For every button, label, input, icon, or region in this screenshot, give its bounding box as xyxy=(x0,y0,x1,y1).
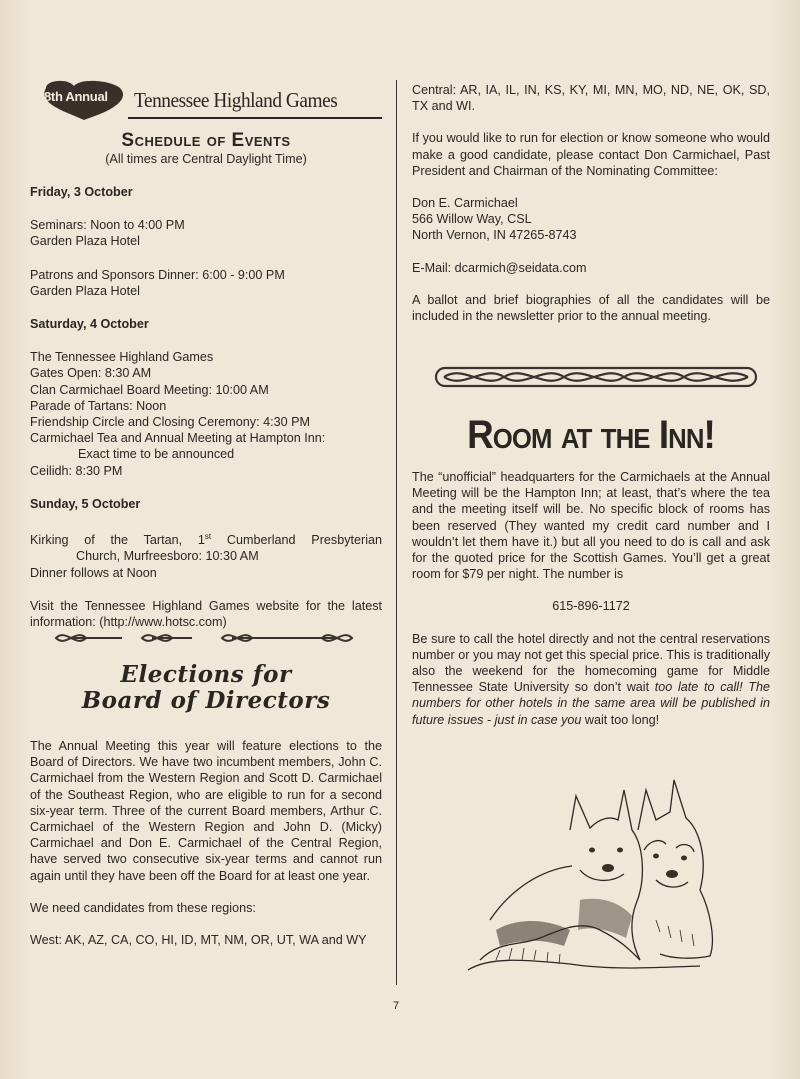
schedule-subtitle: (All times are Central Daylight Time) xyxy=(105,152,307,166)
friday-heading: Friday, 3 October xyxy=(30,185,133,199)
elections-para: The Annual Meeting this year will feature elections to the Board of Directors. We have two incumbent members, John C. Carmichael from the Western Region and Scott D. Carmichael of the Southeast Region, who are eligible to run for a second six-year term. Three of the current Board members, Arthur C. Carmichael of the Western Region and John D. (Micky) Carmichael and Don E. Carmichael of the Central Region, have served two consecutive six-year terms and cannot run again until they have been off the Board for at least one year. xyxy=(30,739,382,883)
column-divider xyxy=(396,80,397,985)
friday-dinner-venue: Garden Plaza Hotel xyxy=(30,283,140,298)
contact-para: If you would like to run for election or know someone who would make a good candidate, please contact Don Carmichael, Past President and Chairman of the Nominating Committee: xyxy=(412,131,770,178)
sunday-kirking-venue: Church, Murfreesboro: 10:30 AM xyxy=(76,549,259,564)
address-line: 566 Willow Way, CSL xyxy=(412,212,532,227)
region-west: West: AK, AZ, CA, CO, HI, ID, MT, NM, OR, UT, WA and WY xyxy=(30,933,367,948)
saturday-line: The Tennessee Highland Games xyxy=(30,350,214,365)
room-body xyxy=(412,469,770,728)
saturday-line: Exact time to be announced xyxy=(78,447,235,462)
scottish-terriers-illustration xyxy=(460,770,730,980)
banner-underline xyxy=(128,117,382,119)
elections-need-candidates: We need candidates from these regions: xyxy=(30,900,256,915)
elections-body xyxy=(30,738,382,948)
schedule-title xyxy=(30,130,382,152)
banner-annual-label: 8th Annual xyxy=(44,89,108,104)
celtic-knot-divider-icon xyxy=(52,626,364,650)
schedule-list xyxy=(30,184,382,630)
address-line: Don E. Carmichael xyxy=(412,196,518,211)
page-number: 7 xyxy=(392,1000,400,1012)
friday-dinner: Patrons and Sponsors Dinner: 6:00 - 9:00 PM xyxy=(30,267,285,282)
saturday-line: Carmichael Tea and Annual Meeting at Hampton Inn: xyxy=(30,431,326,446)
room-title: Room at the Inn! xyxy=(467,413,715,457)
saturday-heading: Saturday, 4 October xyxy=(30,317,149,332)
sunday-dinner: Dinner follows at Noon xyxy=(30,565,157,580)
elections-continued xyxy=(412,82,770,324)
region-central: Central: AR, IA, IL, IN, KS, KY, MI, MN, MO, ND, NE, OK, SD, TX and WI. xyxy=(412,83,770,114)
saturday-line: Gates Open: 8:30 AM xyxy=(30,366,152,381)
saturday-line: Friendship Circle and Closing Ceremony: 4:30 PM xyxy=(30,415,310,430)
room-para-2: Be sure to call the hotel directly and not the central reservations number or you may not get this special price. This is traditionally also the weekend for the homecoming game for Middle Tennessee State University so don’t wait too late to call! The numbers for other hotels in the same area will be published in future issues - just in case you wait too long! xyxy=(412,631,770,727)
chain-knot-divider-icon xyxy=(434,364,758,390)
visit-website: Visit the Tennessee Highland Games website for the latest information: (http://www.hotsc.com) xyxy=(30,598,382,630)
elections-title xyxy=(30,662,382,714)
saturday-line: Ceilidh: 8:30 PM xyxy=(30,463,123,478)
schedule-title-text: Schedule of Events xyxy=(121,130,291,151)
ballot-para: A ballot and brief biographies of all the candidates will be included in the newsletter prior to the annual meeting. xyxy=(412,292,770,324)
sunday-kirking: Kirking of the Tartan, 1st Cumberland Presbyterian xyxy=(30,532,382,548)
elections-title-line2: Board of Directors xyxy=(81,687,331,714)
room-para: The “unofficial” headquarters for the Carmichaels at the Annual Meeting will be the Hampton Inn; at least, that’s where the tea and the meeting itself will be. No specific block of rooms has been reserved (They wanted my credit card number and I wouldn’t let them have it.) but all you need to do is call and ask for the quoted price for the Scottish Games. You’ll get a great room for $79 per night. The number is xyxy=(412,470,770,582)
highland-games-banner xyxy=(36,78,382,124)
saturday-line: Parade of Tartans: Noon xyxy=(30,398,167,413)
friday-seminars: Seminars: Noon to 4:00 PM xyxy=(30,218,185,233)
sunday-heading: Sunday, 5 October xyxy=(30,496,141,511)
banner-title: Tennessee Highland Games xyxy=(134,88,338,112)
email-line: E-Mail: dcarmich@seidata.com xyxy=(412,260,587,275)
saturday-line: Clan Carmichael Board Meeting: 10:00 AM xyxy=(30,382,269,397)
friday-seminars-venue: Garden Plaza Hotel xyxy=(30,234,140,249)
elections-title-line1: Elections for xyxy=(120,661,292,688)
address-line: North Vernon, IN 47265-8743 xyxy=(412,228,577,243)
hotel-phone: 615-896-1172 xyxy=(552,599,630,614)
